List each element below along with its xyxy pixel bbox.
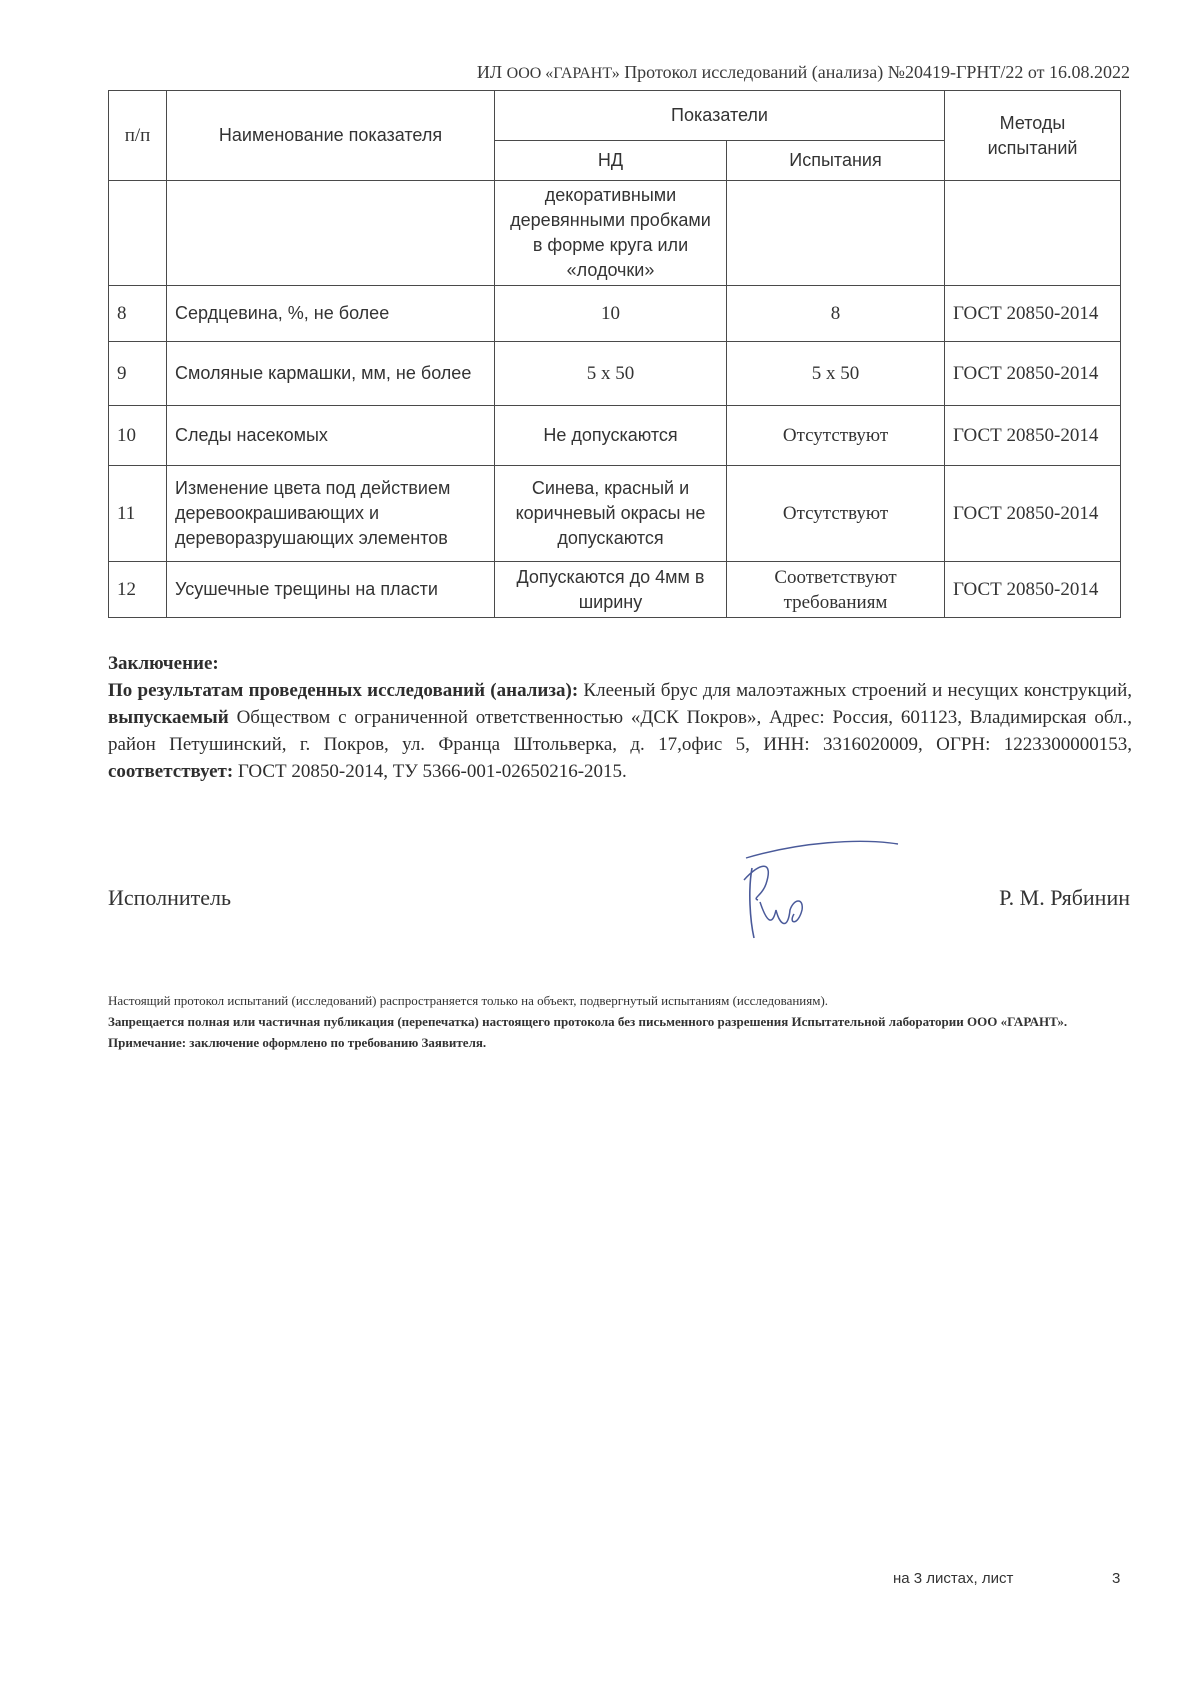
signer-name: Р. М. Рябинин bbox=[999, 885, 1130, 910]
conclusion-lead: По результатам проведенных исследований (анализа): bbox=[108, 680, 579, 701]
header-indicators: Показатели bbox=[495, 91, 945, 141]
cell-empty bbox=[167, 181, 495, 286]
row-nd: 5 х 50 bbox=[495, 342, 727, 406]
header-nd: НД bbox=[495, 141, 727, 181]
signer-role: Исполнитель bbox=[108, 885, 232, 910]
row-test: Отсутствуют bbox=[727, 466, 945, 562]
header-protocol: Протокол исследований (анализа) №20419-ГРНТ/22 от 16.08.2022 bbox=[619, 62, 1130, 82]
row-method: ГОСТ 20850-2014 bbox=[945, 562, 1121, 618]
row-test: 8 bbox=[727, 286, 945, 342]
document-header bbox=[477, 62, 1130, 83]
cell-empty bbox=[945, 181, 1121, 286]
handwritten-signature bbox=[740, 840, 900, 940]
header-test: Испытания bbox=[727, 141, 945, 181]
row-num: 12 bbox=[109, 562, 167, 618]
table-row bbox=[109, 466, 1121, 562]
footer-sheets: на 3 листах, лист bbox=[893, 1570, 1014, 1587]
row-name: Следы насекомых bbox=[167, 406, 495, 466]
header-num: п/п bbox=[109, 91, 167, 181]
conclusion-heading: Заключение: bbox=[108, 653, 219, 674]
notes bbox=[108, 990, 1128, 1053]
cell-empty bbox=[727, 181, 945, 286]
row-method: ГОСТ 20850-2014 bbox=[945, 466, 1121, 562]
table-row bbox=[109, 342, 1121, 406]
row-name: Усушечные трещины на пласти bbox=[167, 562, 495, 618]
note-scope: Настоящий протокол испытаний (исследований) распространяется только на объект, подвергнутый испытаниям (исследованиям). bbox=[108, 993, 829, 1008]
row-name: Смоляные кармашки, мм, не более bbox=[167, 342, 495, 406]
row-method: ГОСТ 20850-2014 bbox=[945, 406, 1121, 466]
conclusion-text-1: Клееный брус для малоэтажных строений и несущих конструкций, bbox=[578, 680, 1132, 701]
note-remark: Примечание: заключение оформлено по требованию Заявителя. bbox=[108, 1035, 487, 1050]
header-prefix: ИЛ bbox=[476, 62, 507, 82]
row-num: 8 bbox=[109, 286, 167, 342]
conclusion-bold-2: соответствует: bbox=[108, 761, 234, 782]
table-row bbox=[109, 406, 1121, 466]
row-num: 9 bbox=[109, 342, 167, 406]
cell-empty bbox=[109, 181, 167, 286]
conclusion-text-3: ГОСТ 20850-2014, ТУ 5366-001-02650216-2015. bbox=[233, 761, 627, 782]
row-num: 11 bbox=[109, 466, 167, 562]
results-table bbox=[108, 90, 1121, 618]
row-nd: 10 bbox=[495, 286, 727, 342]
row-test: 5 х 50 bbox=[727, 342, 945, 406]
row-nd: Допускаются до 4мм в ширину bbox=[495, 562, 727, 618]
continuation-text: декоративными деревянными пробками в форме круга или «лодочки» bbox=[495, 181, 727, 286]
row-name: Изменение цвета под действием деревоокрашивающих и дереворазрушающих элементов bbox=[167, 466, 495, 562]
conclusion-bold-1: выпускаемый bbox=[108, 707, 229, 728]
row-test: Соответствуют требованиям bbox=[727, 562, 945, 618]
row-nd: Синева, красный и коричневый окрасы не допускаются bbox=[495, 466, 727, 562]
table-row bbox=[109, 286, 1121, 342]
row-num: 10 bbox=[109, 406, 167, 466]
table-row bbox=[109, 562, 1121, 618]
row-nd: Не допускаются bbox=[495, 406, 727, 466]
header-methods: Методы испытаний bbox=[945, 91, 1121, 181]
row-name: Сердцевина, %, не более bbox=[167, 286, 495, 342]
conclusion bbox=[108, 650, 1132, 785]
header-org: ООО «ГАРАНТ» bbox=[506, 65, 620, 82]
header-name: Наименование показателя bbox=[167, 91, 495, 181]
row-method: ГОСТ 20850-2014 bbox=[945, 286, 1121, 342]
conclusion-body bbox=[108, 677, 1132, 785]
table-row-continuation bbox=[109, 181, 1121, 286]
row-test: Отсутствуют bbox=[727, 406, 945, 466]
note-publication: Запрещается полная или частичная публикация (перепечатка) настоящего протокола без письменного разрешения Испытательной лаборатории ООО «ГАРАНТ». bbox=[108, 1014, 1068, 1029]
row-method: ГОСТ 20850-2014 bbox=[945, 342, 1121, 406]
conclusion-text-2: Обществом с ограниченной ответственностью «ДСК Покров», Адрес: Россия, 601123, Владимирская обл., район Петушинский, г. Покров, ул. Франца Штольверка, д. 17,офис 5, ИНН: 3316020009, ОГРН: 1223300000153, bbox=[108, 707, 1132, 755]
page-number: 3 bbox=[1112, 1570, 1121, 1587]
